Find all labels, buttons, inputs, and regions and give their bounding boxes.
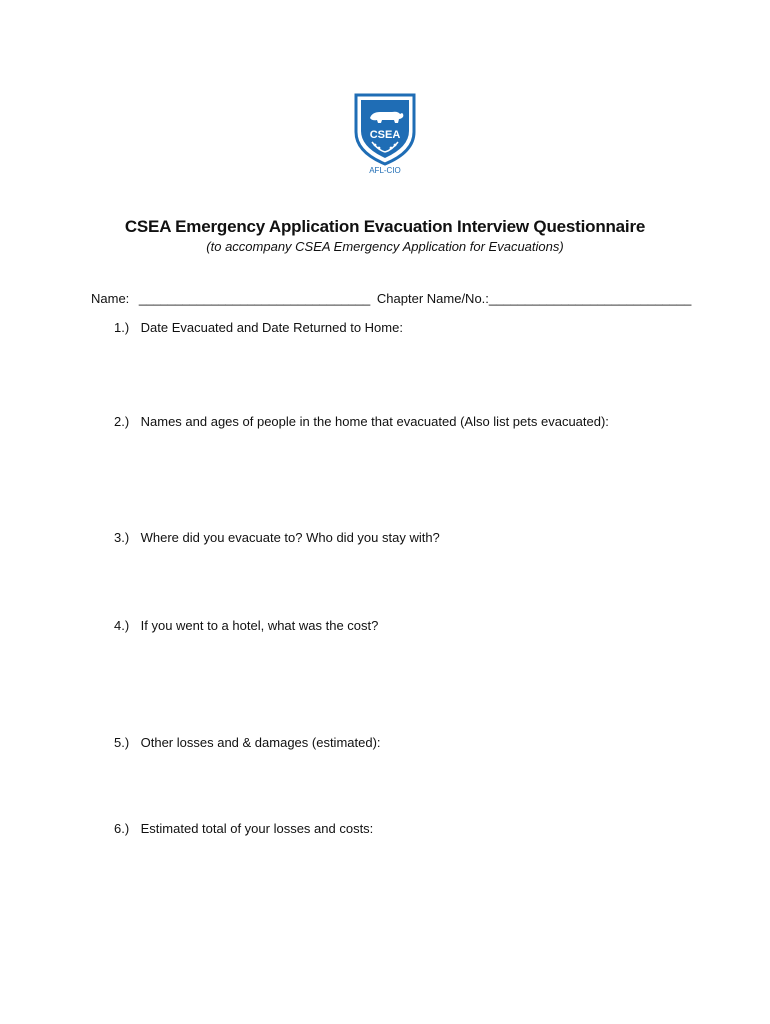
name-blank[interactable]: ________________________________ <box>138 291 371 306</box>
question-item <box>114 618 378 633</box>
question-item <box>114 735 381 750</box>
chapter-blank[interactable]: ____________________________ <box>488 291 692 306</box>
question-text: Date Evacuated and Date Returned to Home: <box>140 320 403 335</box>
question-text: Names and ages of people in the home that evacuated (Also list pets evacuated): <box>140 414 609 429</box>
question-item <box>114 530 440 545</box>
question-number: 6.) <box>114 821 130 836</box>
question-number: 5.) <box>114 735 130 750</box>
page-subtitle: (to accompany CSEA Emergency Application for Evacuations) <box>206 239 564 254</box>
question-text: Other losses and & damages (estimated): <box>140 735 381 750</box>
chapter-label: Chapter Name/No.: <box>376 291 489 306</box>
page-title: CSEA Emergency Application Evacuation Interview Questionnaire <box>124 217 646 236</box>
logo-wordmark: CSEA <box>369 129 401 141</box>
question-item <box>114 821 373 836</box>
logo-caption: AFL-CIO <box>369 166 401 175</box>
name-label: Name: <box>91 291 130 306</box>
question-text: Estimated total of your losses and costs: <box>140 821 374 836</box>
question-number: 3.) <box>114 530 130 545</box>
question-item <box>114 414 609 429</box>
question-number: 2.) <box>114 414 130 429</box>
question-number: 1.) <box>114 320 130 335</box>
name-chapter-line <box>91 291 691 306</box>
question-number: 4.) <box>114 618 130 633</box>
question-text: If you went to a hotel, what was the cost? <box>140 618 379 633</box>
csea-shield-icon <box>352 92 418 176</box>
question-text: Where did you evacuate to? Who did you stay with? <box>140 530 440 545</box>
csea-logo <box>352 92 418 176</box>
question-item <box>114 320 403 335</box>
